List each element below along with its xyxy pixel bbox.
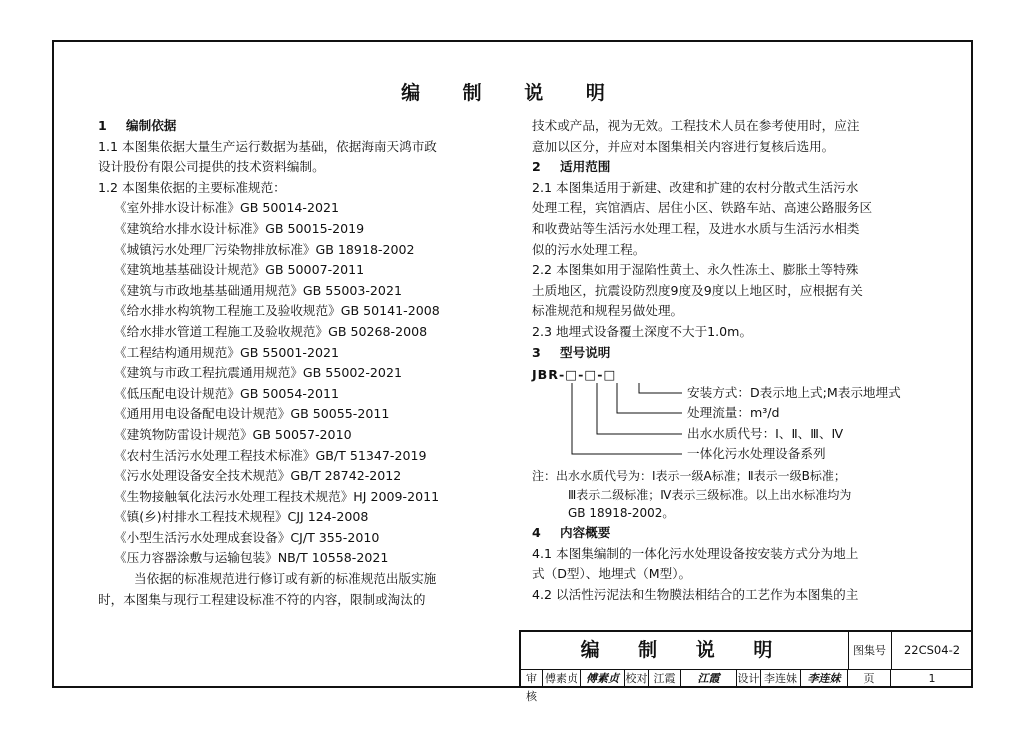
para-2-3: 2.3 地埋式设备覆土深度不大于1.0m。 <box>532 323 753 339</box>
para-2-1-line: 处理工程，宾馆酒店、居住小区、铁路车站、高速公路服务区 <box>532 200 873 216</box>
checker-name: 江霞 <box>649 670 681 688</box>
para-2-2-line: 土质地区，抗震设防烈度9度及9度以上地区时，应根据有关 <box>532 282 863 298</box>
para-2-1-line: 2.1 本图集适用于新建、改建和扩建的农村分散式生活污水 <box>532 179 859 195</box>
standard-item: 《室外排水设计标准》GB 50014-2021 <box>114 200 339 216</box>
standard-item: 《污水处理设备安全技术规范》GB/T 28742-2012 <box>114 468 402 484</box>
model-label-series: 一体化污水处理设备系列 <box>687 446 826 462</box>
title-block <box>519 630 973 703</box>
para-1-2: 1.2 本图集依据的主要标准规范： <box>98 179 286 195</box>
left-column <box>98 116 498 610</box>
para-1-1a: 1.1 本图集依据大量生产运行数据为基础，依据海南天鸿市政 <box>98 138 437 154</box>
page-title: 编 制 说 明 <box>401 82 623 104</box>
section-1-heading: 1 编制依据 <box>98 118 177 133</box>
para-2-2-line: 标准规范和规程另做处理。 <box>532 303 684 319</box>
leader-install-type <box>639 383 682 393</box>
model-code: JBR-□-□-□ <box>532 367 617 383</box>
para-1-1b: 设计股份有限公司提供的技术资料编制。 <box>98 159 325 175</box>
model-diagram <box>532 363 932 467</box>
atlas-number-label: 图集号 <box>848 632 892 670</box>
para-4-1-line: 式（D型）、地埋式（M型）。 <box>532 566 692 582</box>
designer-signature: 李连妹 <box>801 670 848 688</box>
reviewer-name: 傅素贞 <box>543 670 581 688</box>
standard-item: 《压力容器涂敷与运输包装》NB/T 10558-2021 <box>114 550 389 566</box>
model-note: 注：出水水质代号为：Ⅰ表示一级A标准；Ⅱ表示一级B标准； Ⅲ表示二级标准；Ⅳ表示三级标准。以上出水标准均为 GB 18918-2002。 <box>532 469 852 521</box>
closing-para-a: 当依据的标准规范进行修订或有新的标准规范出版实施 <box>134 571 437 587</box>
reviewer-signature: 傅素贞 <box>581 670 625 688</box>
checker-signature: 江霞 <box>681 670 737 688</box>
review-label: 审核 <box>521 670 543 688</box>
para-2-2-line: 2.2 本图集如用于湿陷性黄土、永久性冻土、膨胀土等特殊 <box>532 262 859 278</box>
model-label-effluent: 出水水质代号：Ⅰ、Ⅱ、Ⅲ、Ⅳ <box>687 426 844 442</box>
continuation-b: 意加以区分，并应对本图集相关内容进行复核后选用。 <box>532 138 835 154</box>
section-4-heading: 4 内容概要 <box>532 524 611 540</box>
standard-item: 《建筑与市政地基基础通用规范》GB 55003-2021 <box>114 282 402 298</box>
right-column <box>532 116 932 605</box>
standard-item: 《给水排水构筑物工程施工及验收规范》GB 50141-2008 <box>114 303 440 319</box>
check-label: 校对 <box>625 670 649 688</box>
section-2-heading: 2 适用范围 <box>532 159 611 175</box>
standard-item: 《建筑物防雷设计规范》GB 50057-2010 <box>114 426 352 442</box>
standard-item: 《给水排水管道工程施工及验收规范》GB 50268-2008 <box>114 323 428 339</box>
standard-item: 《小型生活污水处理成套设备》CJ/T 355-2010 <box>114 529 380 545</box>
para-4-1-line: 4.1 本图集编制的一体化污水处理设备按安装方式分为地上 <box>532 545 859 561</box>
standard-item: 《建筑给水排水设计标准》GB 50015-2019 <box>114 220 365 236</box>
standards-list <box>98 198 498 569</box>
standard-item: 《城镇污水处理厂污染物排放标准》GB 18918-2002 <box>114 241 415 257</box>
standard-item: 《农村生活污水处理工程技术标准》GB/T 51347-2019 <box>114 447 427 463</box>
atlas-number: 22CS04-2 <box>891 632 973 670</box>
model-label-install: 安装方式：D表示地上式;M表示地埋式 <box>687 385 901 401</box>
continuation-a: 技术或产品，视为无效。工程技术人员在参考使用时，应注 <box>532 118 860 133</box>
para-2-1-line: 和收费站等生活污水处理工程，及进水水质与生活污水相类 <box>532 220 860 236</box>
design-label: 设计 <box>737 670 761 688</box>
designer-name: 李连妹 <box>761 670 801 688</box>
leader-flow <box>617 383 682 413</box>
standard-item: 《工程结构通用规范》GB 55001-2021 <box>114 344 339 360</box>
signature-row <box>521 670 973 703</box>
standard-item: 《低压配电设计规范》GB 50054-2011 <box>114 385 339 401</box>
para-2-1-line: 似的污水处理工程。 <box>532 241 646 257</box>
closing-para-b: 时，本图集与现行工程建设标准不符的内容，限制或淘汰的 <box>98 591 426 607</box>
standard-item: 《建筑地基基础设计规范》GB 50007-2011 <box>114 262 365 278</box>
standard-item: 《生物接触氧化法污水处理工程技术规范》HJ 2009-2011 <box>114 488 440 504</box>
standard-item: 《通用用电设备配电设计规范》GB 50055-2011 <box>114 406 390 422</box>
page-number: 1 <box>928 672 936 685</box>
leader-series <box>572 383 682 454</box>
model-label-flow: 处理流量：m³/d <box>687 405 780 421</box>
standard-item: 《建筑与市政工程抗震通用规范》GB 55002-2021 <box>114 365 402 381</box>
page-label: 页 <box>848 670 891 688</box>
title-block-name: 编 制 说 明 <box>521 632 849 670</box>
para-4-2: 4.2 以活性污泥法和生物膜法相结合的工艺作为本图集的主 <box>532 586 859 602</box>
standard-item: 《镇(乡)村排水工程技术规程》CJJ 124-2008 <box>114 509 369 525</box>
section-3-heading: 3 型号说明 <box>532 344 611 360</box>
